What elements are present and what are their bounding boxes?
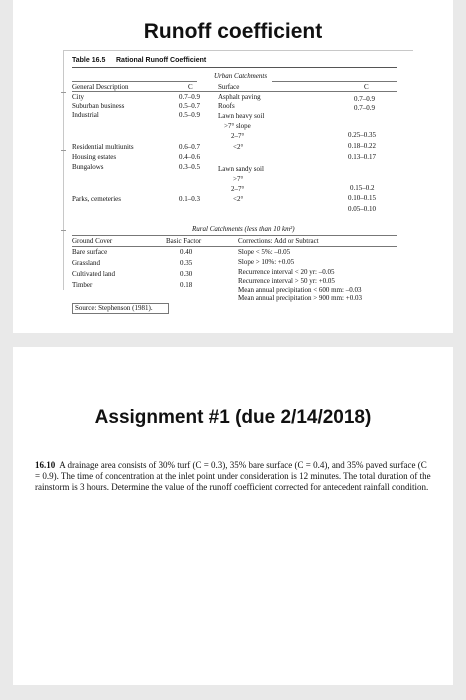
rural-section-header: Rural Catchments (less than 10 km²) bbox=[192, 225, 295, 233]
col-header-surface: Surface bbox=[218, 83, 240, 91]
correction-item: Mean annual precipitation > 900 mm: +0.03 bbox=[238, 294, 362, 302]
table-rule bbox=[272, 81, 397, 82]
slide-title: Runoff coefficient bbox=[143, 20, 323, 43]
col-header-c: C bbox=[188, 83, 193, 91]
slide-border-top bbox=[63, 50, 413, 51]
slide-assignment bbox=[13, 347, 453, 685]
table-rule bbox=[72, 67, 397, 68]
table-row-c: 0.1–0.3 bbox=[179, 195, 200, 203]
table-row-desc: Bungalows bbox=[72, 163, 104, 171]
table-row-c: 0.7–0.9 bbox=[354, 95, 375, 103]
table-row-surface: >7° slope bbox=[224, 122, 251, 130]
table-caption-title: Rational Runoff Coefficient bbox=[116, 57, 207, 64]
table-rule bbox=[72, 235, 397, 236]
table-row-desc: Parks, cemeteries bbox=[72, 195, 121, 203]
slide-runoff-coefficient bbox=[13, 0, 453, 333]
problem-number: 16.10 bbox=[35, 460, 56, 470]
table-row-c: 0.5–0.9 bbox=[179, 111, 200, 119]
table-row-c: 0.3–0.5 bbox=[179, 163, 200, 171]
col-header-basic-factor: Basic Factor bbox=[166, 237, 202, 245]
table-rule bbox=[72, 246, 397, 247]
border-tick bbox=[61, 230, 66, 231]
table-row-cover: Bare surface bbox=[72, 248, 108, 256]
table-row-cover: Grassland bbox=[72, 259, 100, 267]
table-row-c: 0.15–0.2 bbox=[350, 184, 375, 192]
correction-item: Slope > 10%: +0.05 bbox=[238, 258, 295, 266]
table-caption-number: Table 16.5 bbox=[72, 57, 106, 64]
table-row-cover: Timber bbox=[72, 281, 93, 289]
correction-item: Mean annual precipitation < 600 mm: –0.03 bbox=[238, 286, 362, 294]
table-source: Source: Stephenson (1981). bbox=[75, 304, 153, 312]
table-row-surface: <2° bbox=[233, 195, 244, 203]
table-row-surface: <2° bbox=[233, 143, 244, 151]
table-row-factor: 0.35 bbox=[180, 259, 193, 267]
slide-title: Assignment #1 (due 2/14/2018) bbox=[94, 407, 372, 428]
table-row-c: 0.4–0.6 bbox=[179, 153, 200, 161]
table-row-surface: Lawn heavy soil bbox=[218, 112, 265, 120]
border-tick bbox=[61, 92, 66, 93]
table-row-c: 0.25–0.35 bbox=[348, 131, 376, 139]
table-row-desc: Industrial bbox=[72, 111, 99, 119]
runoff-coefficient-table bbox=[72, 57, 397, 315]
table-row-surface: Roofs bbox=[218, 102, 235, 110]
table-row-desc: City bbox=[72, 93, 85, 101]
table-row-c: 0.05–0.10 bbox=[348, 205, 376, 213]
border-tick bbox=[61, 150, 66, 151]
correction-item: Slope < 5%: –0.05 bbox=[238, 248, 291, 256]
col-header-general-description: General Description bbox=[72, 83, 129, 91]
correction-item: Recurrence interval < 20 yr: –0.05 bbox=[238, 268, 335, 276]
table-row-c: 0.6–0.7 bbox=[179, 143, 200, 151]
correction-item: Recurrence interval > 50 yr: +0.05 bbox=[238, 277, 335, 285]
table-row-desc: Residential multiunits bbox=[72, 143, 134, 151]
table-row-surface: Asphalt paving bbox=[218, 93, 261, 101]
table-row-c: 0.5–0.7 bbox=[179, 102, 200, 110]
table-row-c: 0.7–0.9 bbox=[354, 104, 375, 112]
problem-statement bbox=[35, 460, 431, 493]
table-row-c: 0.18–0.22 bbox=[348, 142, 376, 150]
slide-border-left bbox=[63, 50, 64, 290]
table-row-surface: 2–7° bbox=[231, 132, 245, 140]
col-header-ground-cover: Ground Cover bbox=[72, 237, 113, 245]
table-row-factor: 0.30 bbox=[180, 270, 193, 278]
problem-text: A drainage area consists of 30% turf (C = 0.3), 35% bare surface (C = 0.4), and 35% paved surface (C = 0.9). The time of concentration at the inlet point under consideration is 12 minutes. The total duration of the rainstorm is 3 hours. Determine the value of the runoff coefficient corrected for antecedent rainfall condition. bbox=[35, 460, 431, 492]
table-row-desc: Housing estates bbox=[72, 153, 117, 161]
table-rule bbox=[72, 91, 397, 92]
table-row-surface: Lawn sandy soil bbox=[218, 165, 264, 173]
table-row-c: 0.10–0.15 bbox=[348, 194, 376, 202]
col-header-c: C bbox=[364, 83, 369, 91]
col-header-corrections: Corrections: Add or Subtract bbox=[238, 237, 319, 245]
urban-section-header: Urban Catchments bbox=[214, 72, 268, 80]
table-row-surface: >7° bbox=[233, 175, 244, 183]
table-row-cover: Cultivated land bbox=[72, 270, 115, 278]
table-row-c: 0.13–0.17 bbox=[348, 153, 376, 161]
table-row-desc: Suburban business bbox=[72, 102, 125, 110]
table-row-c: 0.7–0.9 bbox=[179, 93, 200, 101]
table-row-factor: 0.40 bbox=[180, 248, 193, 256]
table-row-surface: 2–7° bbox=[231, 185, 245, 193]
table-rule bbox=[72, 81, 197, 82]
table-row-factor: 0.18 bbox=[180, 281, 193, 289]
